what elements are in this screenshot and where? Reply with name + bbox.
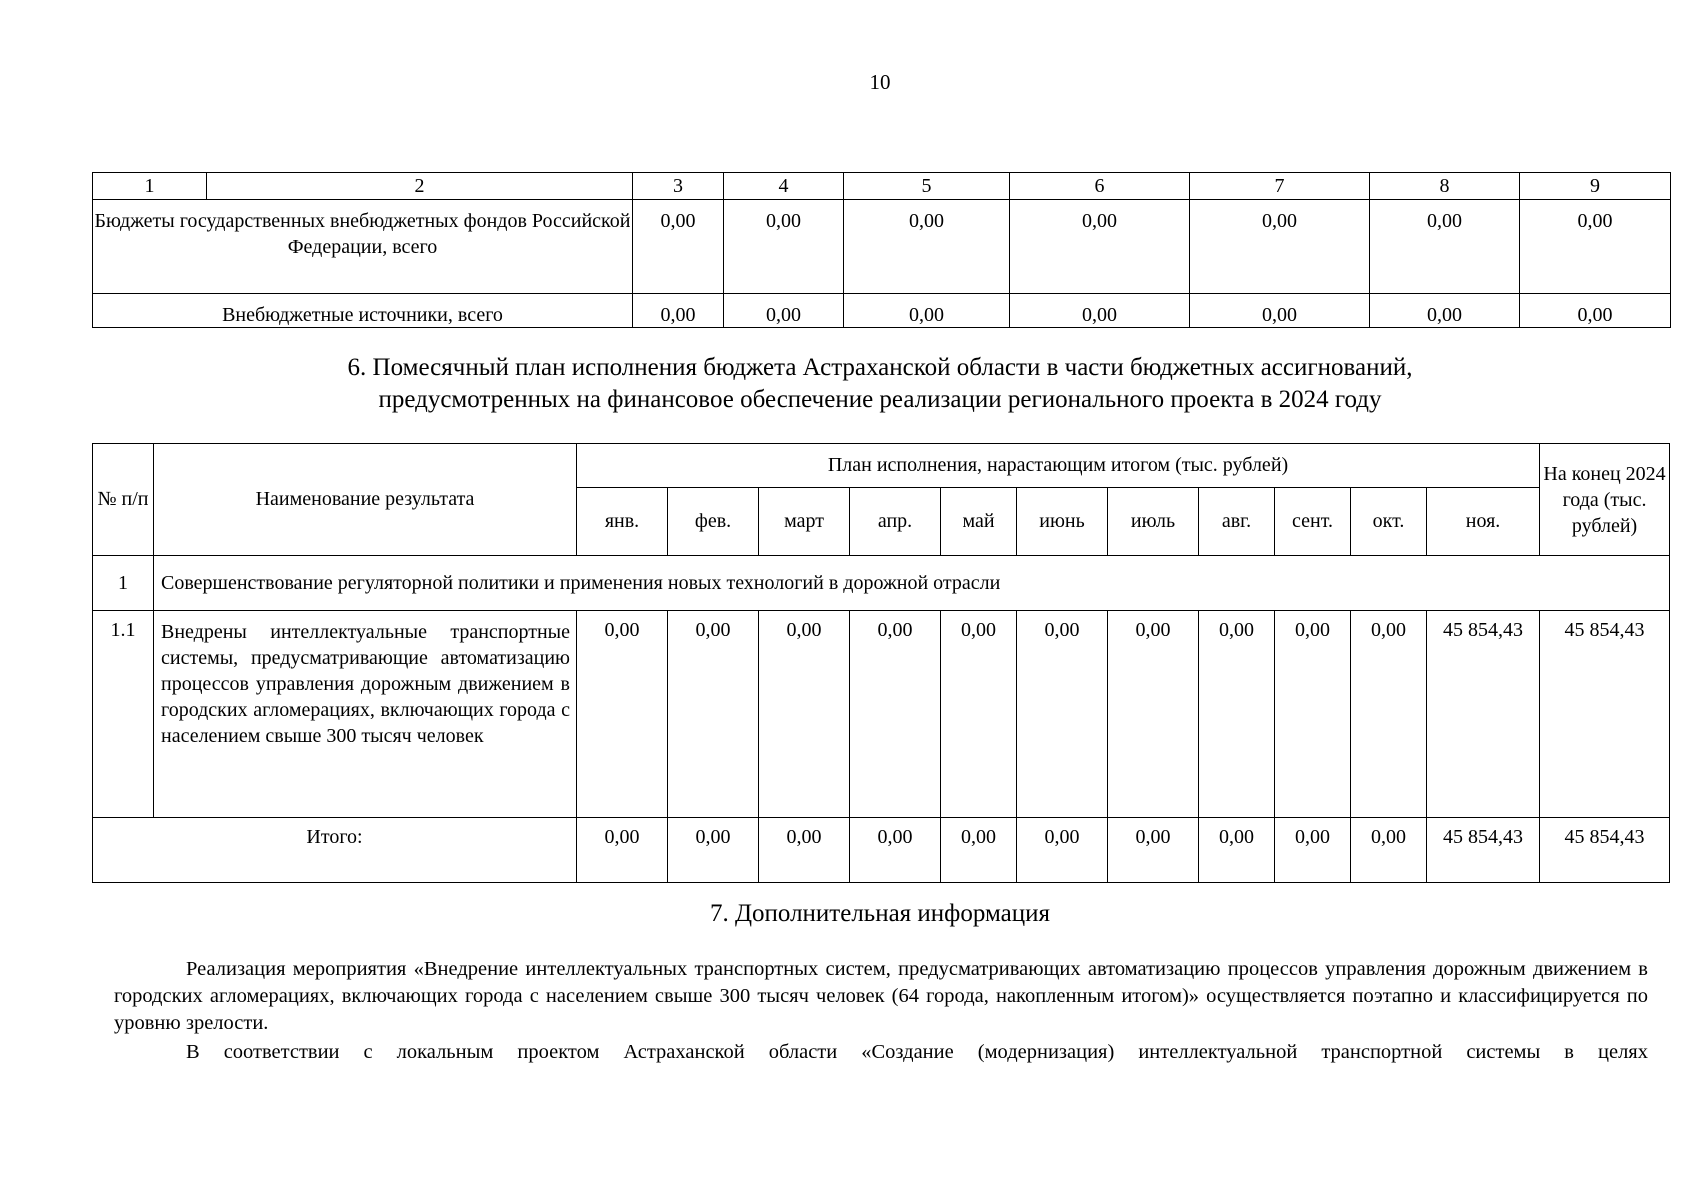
value-cell: 0,00	[1017, 611, 1108, 818]
header-cell: 8	[1370, 173, 1520, 200]
column-header-number: № п/п	[93, 444, 154, 556]
value-cell: 0,00	[577, 818, 668, 883]
header-cell: 9	[1520, 173, 1671, 200]
value-cell: 0,00	[1275, 818, 1351, 883]
section-6-title-line1: 6. Помесячный план исполнения бюджета Астраханской области в части бюджетных ассигнований,	[347, 354, 1413, 381]
value-cell: 0,00	[941, 818, 1017, 883]
year-end-value: 45 854,43	[1540, 611, 1670, 818]
value-cell: 0,00	[1520, 294, 1671, 328]
value-cell: 45 854,43	[1427, 611, 1540, 818]
value-cell: 0,00	[724, 200, 844, 294]
value-cell: 0,00	[1370, 200, 1520, 294]
value-cell: 0,00	[668, 818, 759, 883]
table-header-row	[93, 173, 1671, 200]
table-header-row	[93, 444, 1670, 488]
result-name: Внедрены интеллектуальные транспортные системы, предусматривающие автоматизацию процессов управления дорожным движением в городских агломерациях, включающих города с населением свыше 300 тысяч человек	[154, 611, 577, 818]
column-header-name: Наименование результата	[154, 444, 577, 556]
value-cell: 0,00	[1520, 200, 1671, 294]
row-name: Внебюджетные источники, всего	[93, 294, 633, 328]
month-header: ноя.	[1427, 488, 1540, 556]
value-cell: 0,00	[1351, 818, 1427, 883]
value-cell: 0,00	[633, 200, 724, 294]
value-cell: 0,00	[633, 294, 724, 328]
header-cell: 1	[93, 173, 207, 200]
section-7-heading: 7. Дополнительная информация	[709, 900, 1051, 927]
value-cell: 0,00	[1010, 294, 1190, 328]
result-number: 1.1	[93, 611, 154, 818]
value-cell: 0,00	[1190, 200, 1370, 294]
funding-sources-table	[92, 172, 1671, 328]
header-cell: 5	[844, 173, 1010, 200]
value-cell: 0,00	[1190, 294, 1370, 328]
value-cell: 0,00	[844, 200, 1010, 294]
year-end-value: 45 854,43	[1540, 818, 1670, 883]
column-header-plan: План исполнения, нарастающим итогом (тыс. рублей)	[577, 444, 1540, 488]
value-cell: 0,00	[1370, 294, 1520, 328]
monthly-plan-table	[92, 443, 1670, 883]
value-cell: 0,00	[1351, 611, 1427, 818]
value-cell: 0,00	[668, 611, 759, 818]
total-row	[93, 818, 1670, 883]
row-name: Бюджеты государственных внебюджетных фондов Российской Федерации, всего	[93, 200, 633, 294]
month-header: окт.	[1351, 488, 1427, 556]
month-header: май	[941, 488, 1017, 556]
value-cell: 0,00	[1017, 818, 1108, 883]
column-header-year-end: На конец 2024 года (тыс. рублей)	[1540, 444, 1670, 556]
paragraph: Реализация мероприятия «Внедрение интеллектуальных транспортных систем, предусматривающих автоматизацию процессов управления дорожным движением в городских агломерациях, включающих города с населением свыше 300 тысяч человек (64 города, накопленным итогом)» осуществляется поэтапно и классифицируется по уровню зрелости.	[114, 958, 1648, 1034]
month-header: янв.	[577, 488, 668, 556]
result-row	[93, 611, 1670, 818]
month-header: март	[759, 488, 850, 556]
value-cell: 0,00	[759, 818, 850, 883]
month-header: июль	[1108, 488, 1199, 556]
value-cell: 0,00	[1108, 611, 1199, 818]
value-cell: 0,00	[724, 294, 844, 328]
section-6-heading	[0, 352, 1697, 416]
total-label: Итого:	[93, 818, 577, 883]
value-cell: 0,00	[1275, 611, 1351, 818]
table-row	[93, 200, 1671, 294]
header-cell: 2	[207, 173, 633, 200]
value-cell: 0,00	[1199, 818, 1275, 883]
value-cell: 0,00	[850, 818, 941, 883]
section-6-title-line2: предусмотренных на финансовое обеспечение реализации регионального проекта в 2024 году	[378, 386, 1382, 413]
value-cell: 45 854,43	[1427, 818, 1540, 883]
month-header: июнь	[1017, 488, 1108, 556]
value-cell: 0,00	[1108, 818, 1199, 883]
section-number: 1	[93, 556, 154, 611]
month-header: сент.	[1275, 488, 1351, 556]
header-cell: 7	[1190, 173, 1370, 200]
paragraph: В соответствии с локальным проектом Астраханской области «Создание (модернизация) интеллектуальной транспортной системы в целях	[186, 1041, 1648, 1063]
value-cell: 0,00	[850, 611, 941, 818]
section-title: Совершенствование регуляторной политики и применения новых технологий в дорожной отрасли	[154, 556, 1670, 611]
header-cell: 4	[724, 173, 844, 200]
value-cell: 0,00	[759, 611, 850, 818]
month-header: апр.	[850, 488, 941, 556]
value-cell: 0,00	[1199, 611, 1275, 818]
month-header: авг.	[1199, 488, 1275, 556]
value-cell: 0,00	[941, 611, 1017, 818]
header-cell: 6	[1010, 173, 1190, 200]
value-cell: 0,00	[1010, 200, 1190, 294]
value-cell: 0,00	[844, 294, 1010, 328]
page-number: 10	[869, 70, 891, 94]
value-cell: 0,00	[577, 611, 668, 818]
month-header: фев.	[668, 488, 759, 556]
table-row	[93, 294, 1671, 328]
section-row	[93, 556, 1670, 611]
header-cell: 3	[633, 173, 724, 200]
